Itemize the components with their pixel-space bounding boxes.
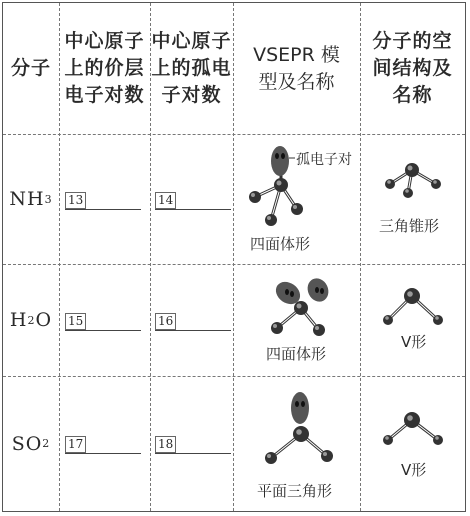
molecule-h2o: H 2 O <box>9 309 53 331</box>
vsepr-name-so2: 平面三角形 <box>257 482 333 500</box>
vsepr-table <box>2 2 466 512</box>
header-lone-pairs: 中心原子 上的孤电 子对数 <box>151 30 232 106</box>
h2o-structure-model <box>360 264 465 376</box>
molecule-so2: SO 2 <box>11 432 51 455</box>
molecule-nh3: NH 3 <box>9 188 53 210</box>
answer-blank-14[interactable]: 14 <box>155 189 231 210</box>
answer-blank-16[interactable]: 16 <box>155 310 231 331</box>
so2-structure-model <box>360 376 465 511</box>
nh3-structure-model <box>360 134 465 264</box>
header-valence-pairs: 中心原子 上的价层 电子对数 <box>64 30 145 106</box>
vsepr-name-h2o: 四面体形 <box>266 345 327 363</box>
structure-name-h2o: V形 <box>401 333 427 351</box>
header-vsepr-model: VSEPR 模 型及名称 <box>253 43 340 93</box>
vsepr-name-nh3: 四面体形 <box>250 235 311 253</box>
structure-name-so2: V形 <box>401 461 427 479</box>
header-molecule: 分子 <box>10 57 51 79</box>
structure-name-nh3: 三角锥形 <box>379 217 440 235</box>
answer-blank-17[interactable]: 17 <box>65 433 141 454</box>
lone-pair-lobe <box>271 146 289 176</box>
answer-blank-15[interactable]: 15 <box>65 310 141 331</box>
header-molecular-structure: 分子的空 间结构及 名称 <box>372 30 453 106</box>
lone-pair-callout: 孤电子对 <box>296 152 352 168</box>
answer-blank-18[interactable]: 18 <box>155 433 231 454</box>
answer-blank-13[interactable]: 13 <box>65 189 141 210</box>
